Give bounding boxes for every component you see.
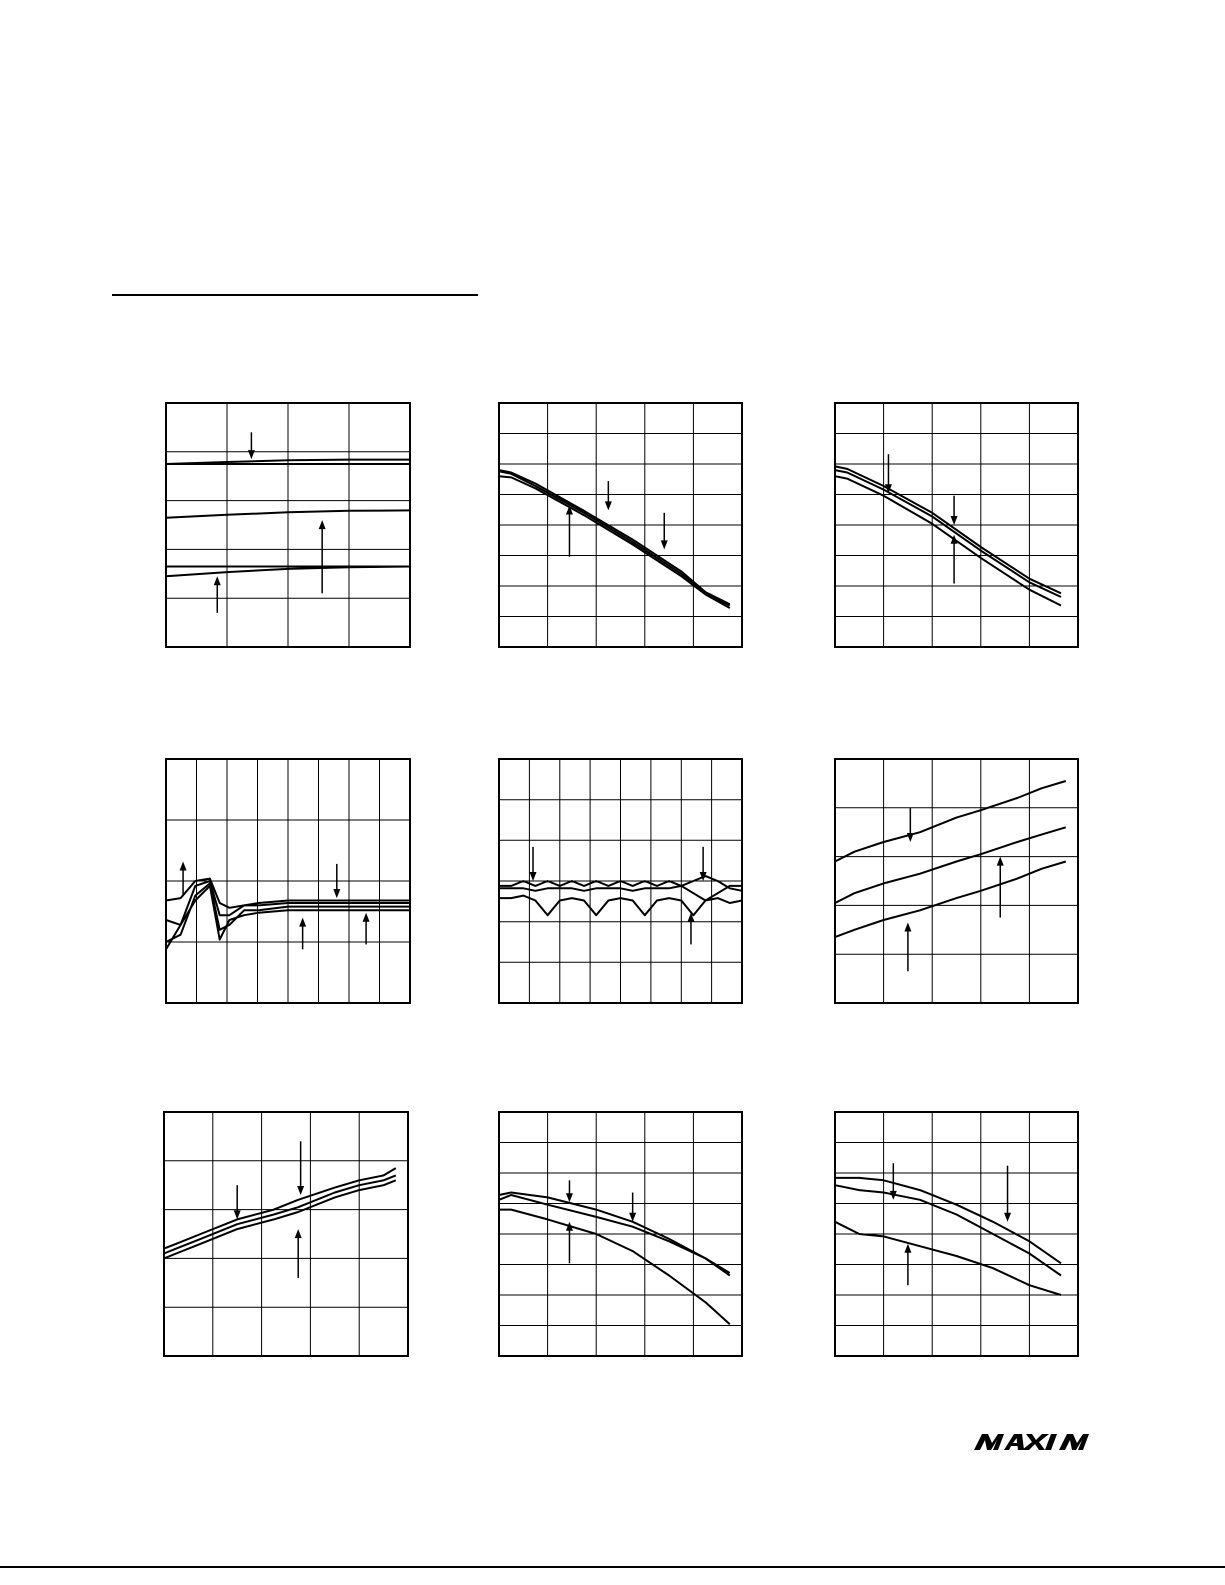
annotation-arrowhead xyxy=(997,857,1004,866)
annotation-arrowhead xyxy=(661,540,668,549)
annotation-arrowhead xyxy=(333,889,340,898)
chart-1 xyxy=(166,403,410,647)
series-line xyxy=(164,1175,396,1253)
series-line xyxy=(835,1222,1061,1295)
chart-5 xyxy=(499,759,742,1003)
series-line xyxy=(835,466,1061,593)
annotation-arrowhead xyxy=(297,1186,304,1195)
annotation-arrowhead xyxy=(1004,1213,1011,1222)
annotation-arrowhead xyxy=(566,1193,573,1202)
annotation-arrowhead xyxy=(904,1244,911,1253)
series-line xyxy=(499,476,730,608)
annotation-arrowhead xyxy=(214,576,221,585)
plot-frame xyxy=(835,759,1078,1003)
chart-8 xyxy=(499,1112,742,1356)
chart-9 xyxy=(835,1112,1078,1356)
series-line xyxy=(164,1180,396,1258)
annotation-arrowhead xyxy=(951,535,958,544)
annotation-arrowhead xyxy=(605,501,612,510)
footer-rule xyxy=(0,1566,1225,1568)
series-line xyxy=(499,471,730,605)
chart-4 xyxy=(166,759,410,1003)
annotation-arrowhead xyxy=(530,872,537,881)
series-line xyxy=(499,1210,730,1325)
annotation-arrowhead xyxy=(180,861,187,870)
annotation-arrowhead xyxy=(363,913,370,922)
chart-6 xyxy=(835,759,1078,1003)
series-line xyxy=(835,862,1066,938)
series-line xyxy=(835,827,1066,903)
chart-2 xyxy=(499,403,742,647)
annotation-arrowhead xyxy=(951,516,958,525)
annotation-arrowhead xyxy=(904,922,911,931)
annotation-arrowhead xyxy=(248,450,255,459)
chart-7 xyxy=(164,1112,408,1356)
series-line xyxy=(835,781,1066,862)
chart-3 xyxy=(835,403,1078,647)
maxim-logo xyxy=(968,1430,1098,1454)
annotation-arrowhead xyxy=(295,1229,302,1238)
series-line xyxy=(835,1185,1061,1275)
series-line xyxy=(499,470,730,604)
header-rule xyxy=(112,294,478,296)
series-line xyxy=(164,1168,396,1249)
annotation-arrowhead xyxy=(907,833,914,842)
annotation-arrowhead xyxy=(319,520,326,529)
annotation-arrowhead xyxy=(299,918,306,927)
